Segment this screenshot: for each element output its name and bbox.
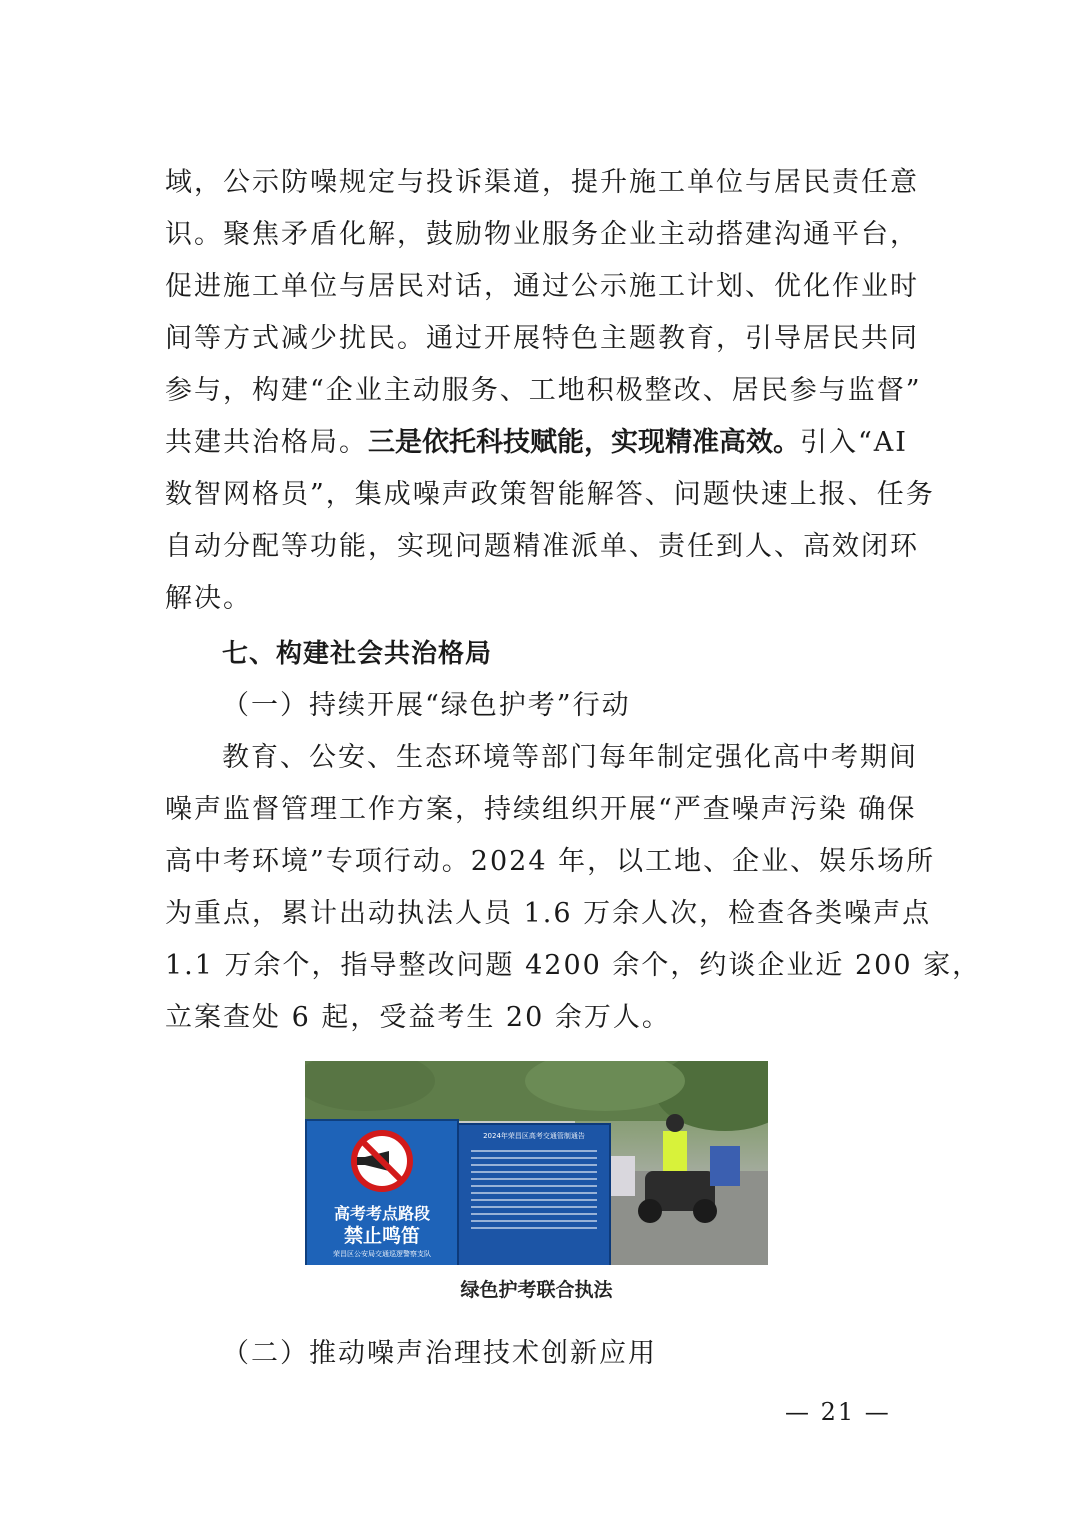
body-text-line: 高中考环境”专项行动。2024 年，以工地、企业、娱乐场所: [165, 846, 936, 877]
body-text-line: 自动分配等功能，实现问题精准派单、责任到人、高效闭环: [165, 531, 919, 562]
body-text-line: 识。聚焦矛盾化解，鼓励物业服务企业主动搭建沟通平台，: [165, 219, 919, 250]
body-text-line: 参与，构建“企业主动服务、工地积极整改、居民参与监督”: [165, 375, 922, 406]
emphasis-text: 三是依托科技赋能，实现精准高效。: [368, 427, 800, 458]
subsection-heading: （一）持续开展“绿色护考”行动: [222, 690, 631, 721]
subsection-heading: （二）推动噪声治理技术创新应用: [222, 1338, 657, 1369]
body-text-line: 1.1 万余个，指导整改问题 4200 余个，约谈企业近 200 家，: [165, 950, 982, 981]
body-text-line: 数智网格员”，集成噪声政策智能解答、问题快速上报、任务: [165, 479, 935, 510]
sign-line-1: 高考考点路段: [333, 1204, 430, 1223]
text-run: 引入“AI: [800, 427, 908, 458]
body-text-line: [165, 417, 915, 469]
photo-caption: 绿色护考联合执法: [460, 1279, 613, 1301]
notice-text-lines: [459, 1145, 609, 1234]
body-text-line: 教育、公安、生态环境等部门每年制定强化高中考期间: [222, 742, 918, 773]
notice-title: 2024年荣昌区高考交通管制通告: [483, 1132, 585, 1140]
body-text-line: 域，公示防噪规定与投诉渠道，提升施工单位与居民责任意: [165, 167, 919, 198]
traffic-notice-board: [457, 1123, 611, 1265]
body-text-line: 促进施工单位与居民对话，通过公示施工计划、优化作业时: [165, 271, 919, 302]
sign-footer: 荣昌区公安局交通巡逻警察支队: [333, 1250, 431, 1258]
sign-line-2: 禁止鸣笛: [343, 1225, 420, 1247]
text-run: 共建共治格局。: [165, 427, 368, 458]
photo-green-exam-enforcement: [305, 1061, 768, 1265]
no-honking-sign: [305, 1119, 459, 1265]
body-text-line: 噪声监督管理工作方案，持续组织开展“严查噪声污染 确保: [165, 794, 917, 825]
page-number: — 21 —: [785, 1398, 891, 1426]
section-heading: 七、构建社会共治格局: [222, 639, 493, 669]
body-text-line: 立案查处 6 起，受益考生 20 余万人。: [165, 1002, 671, 1033]
body-text-line: 解决。: [165, 583, 252, 614]
body-text-line: 为重点，累计出动执法人员 1.6 万余人次，检查各类噪声点: [165, 898, 932, 929]
body-text-line: 间等方式减少扰民。通过开展特色主题教育，引导居民共同: [165, 323, 919, 354]
no-horn-icon: [307, 1127, 457, 1197]
